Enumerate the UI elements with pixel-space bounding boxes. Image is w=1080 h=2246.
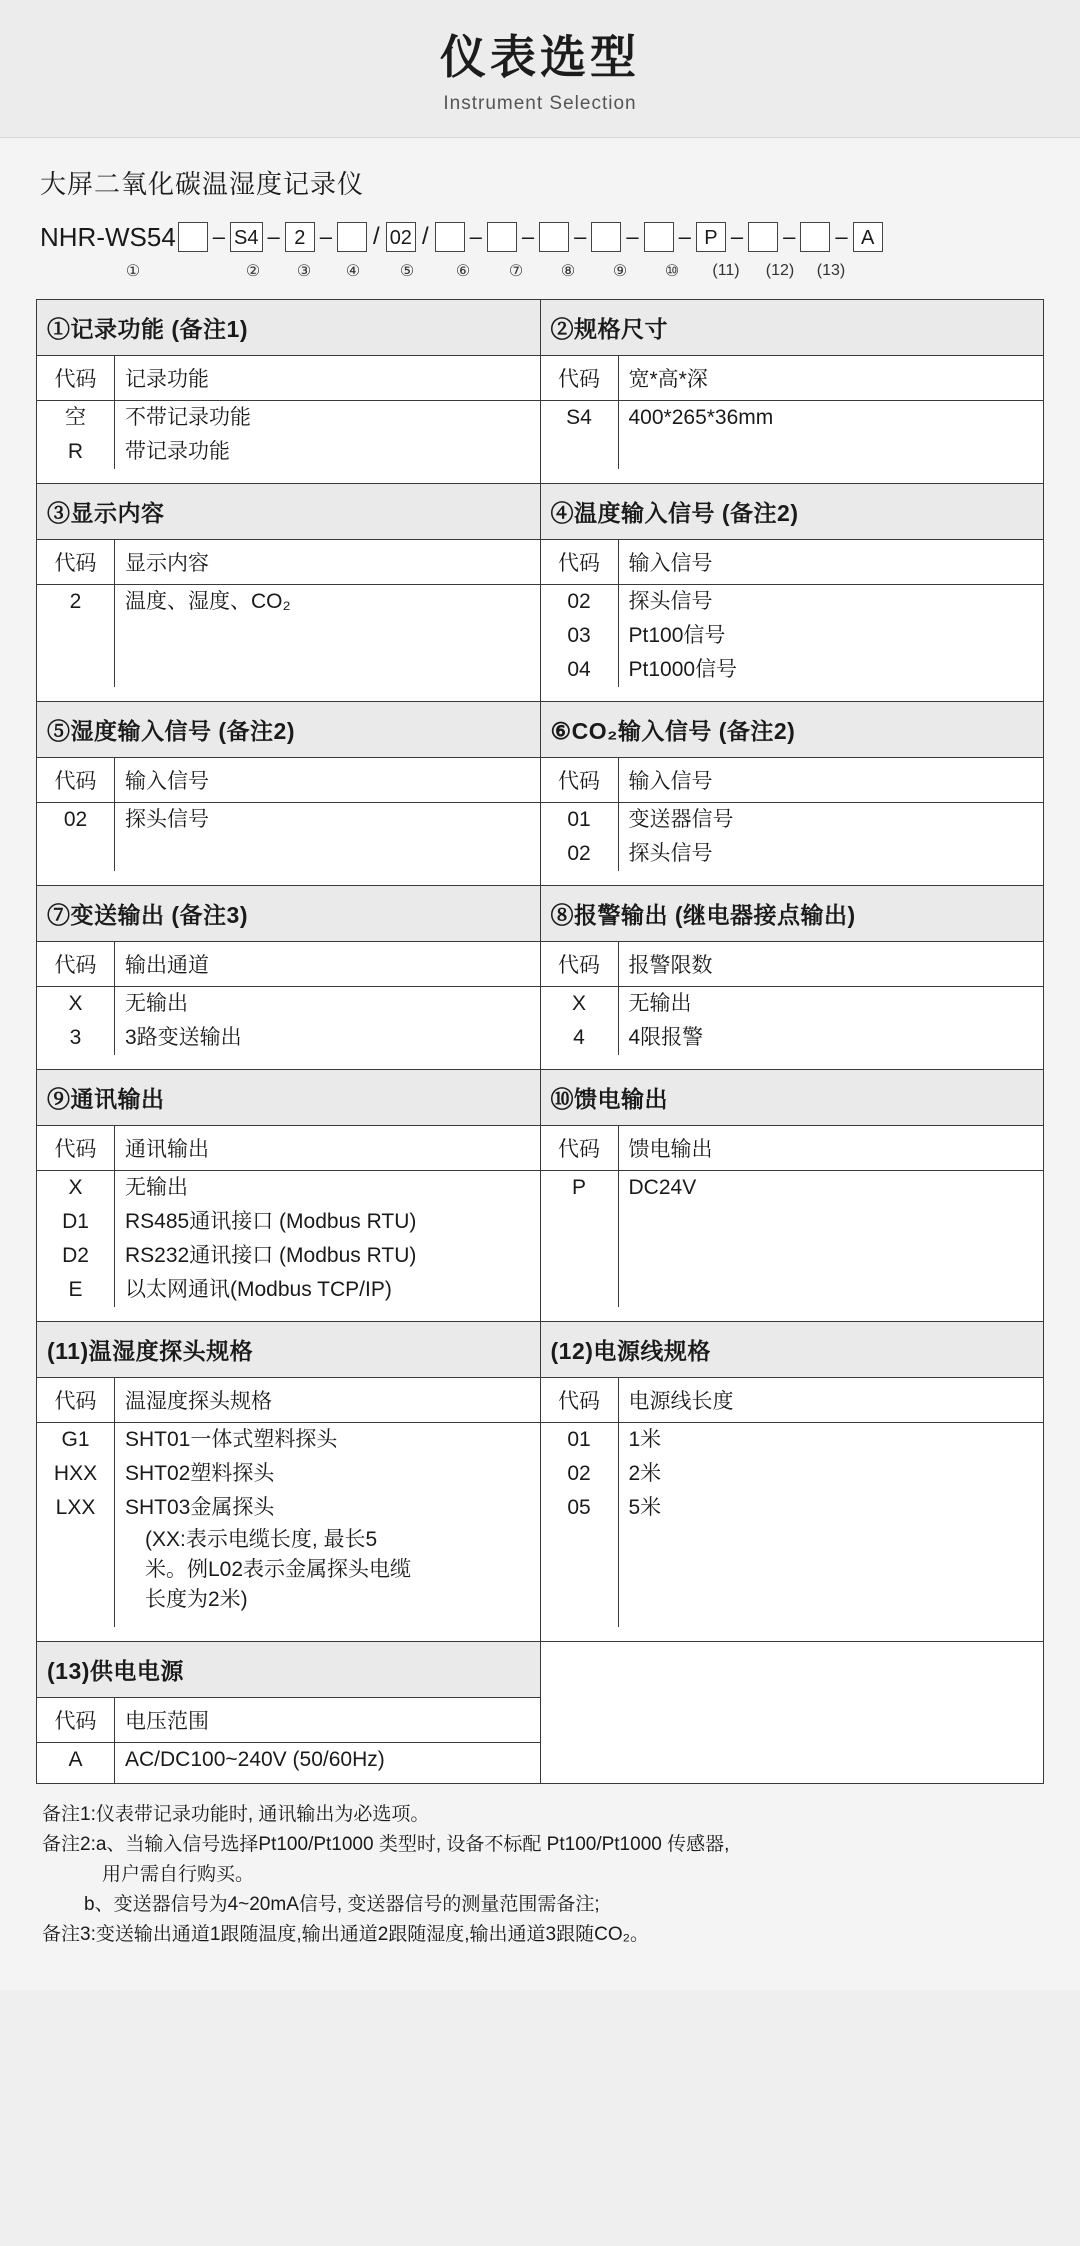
code-column — [541, 585, 619, 687]
column-header-code: 代码 — [541, 540, 619, 584]
index-10: ⑩ — [664, 263, 680, 281]
code-column — [37, 585, 115, 687]
column-header-code: 代码 — [37, 356, 115, 400]
section-body — [541, 1423, 1044, 1641]
desc-note-line: 米。例L02表示金属探头电缆 — [145, 1558, 412, 1582]
code-value — [541, 435, 618, 469]
table-row — [37, 702, 1044, 886]
dash-separator: – — [212, 224, 226, 250]
section-transmit-output — [37, 886, 541, 1070]
desc-value — [115, 653, 540, 687]
code-value — [541, 1205, 618, 1239]
section-dimensions — [540, 300, 1044, 484]
code-value: D1 — [62, 1210, 89, 1234]
footnote-3: 备注3:变送输出通道1跟随温度,输出通道2跟随湿度,输出通道3跟随CO₂。 — [42, 1924, 649, 1946]
section-header-row — [37, 1378, 540, 1423]
column-header-code: 代码 — [37, 1378, 115, 1422]
code-value — [541, 1273, 618, 1307]
dash-separator: – — [626, 224, 639, 250]
column-header-desc: 报警限数 — [628, 954, 713, 978]
section-body — [37, 803, 540, 885]
desc-value: 不带记录功能 — [125, 406, 251, 430]
section-header-row — [541, 942, 1044, 987]
desc-value: 变送器信号 — [628, 808, 734, 832]
section-title: ⑦变送输出 (备注3) — [37, 886, 540, 942]
section-title: ⑩馈电输出 — [541, 1070, 1044, 1126]
code-column — [541, 401, 619, 469]
index-8: ⑧ — [560, 263, 576, 281]
column-header-desc: 输入信号 — [628, 770, 713, 794]
index-7: ⑦ — [508, 263, 524, 281]
section-header-row — [541, 540, 1044, 585]
section-title: (13)供电电源 — [37, 1642, 540, 1698]
code-box-5: 02 — [386, 222, 416, 252]
column-header-desc: 通讯输出 — [125, 1138, 209, 1162]
column-header-code: 代码 — [541, 758, 619, 802]
code-value: 2 — [69, 590, 82, 614]
footnote-2-cont: 用户需自行购买。 — [102, 1864, 255, 1886]
desc-column — [619, 1423, 1044, 1627]
table-row — [37, 1322, 1044, 1642]
index-3: ③ — [296, 263, 312, 281]
index-4: ④ — [345, 263, 361, 281]
page-content — [0, 138, 1080, 1990]
section-header-row — [37, 356, 540, 401]
code-value: G1 — [61, 1428, 90, 1452]
code-column — [37, 401, 115, 469]
section-header-row — [37, 540, 540, 585]
code-column — [37, 1423, 115, 1627]
section-title: ⑨通讯输出 — [37, 1070, 540, 1126]
specification-table — [36, 299, 1044, 1784]
table-row — [37, 1642, 1044, 1784]
code-value: 02 — [567, 842, 591, 866]
code-column — [37, 987, 115, 1055]
desc-column — [115, 1423, 540, 1627]
desc-value: 无输出 — [628, 992, 692, 1016]
column-header-desc: 宽*高*深 — [628, 368, 708, 392]
desc-value: 探头信号 — [628, 590, 713, 614]
code-value: 4 — [573, 1026, 585, 1050]
desc-value: 无输出 — [125, 992, 188, 1016]
desc-value: SHT01一体式塑料探头 — [125, 1428, 338, 1452]
section-co2-input — [540, 702, 1044, 886]
desc-value — [619, 1273, 1044, 1307]
column-header-code: 代码 — [37, 1698, 115, 1742]
code-box-10 — [644, 222, 674, 252]
code-value — [37, 1525, 114, 1559]
page-title: 仪表选型 — [440, 31, 640, 83]
code-value — [37, 619, 114, 653]
index-2: ② — [245, 263, 261, 281]
code-value: A — [68, 1748, 83, 1772]
code-value — [37, 837, 114, 871]
slash-separator: / — [373, 223, 380, 251]
index-1: ① — [125, 263, 141, 281]
dash-separator: – — [835, 224, 848, 250]
code-column — [37, 1743, 115, 1783]
code-value: 05 — [567, 1496, 591, 1520]
table-row — [37, 886, 1044, 1070]
desc-value — [115, 619, 540, 653]
section-title: ②规格尺寸 — [541, 300, 1044, 356]
section-header-row — [541, 356, 1044, 401]
code-value: X — [68, 992, 83, 1016]
desc-value: 5米 — [628, 1496, 662, 1520]
column-header-code: 代码 — [541, 942, 619, 986]
code-box-12 — [748, 222, 778, 252]
code-value: X — [68, 1176, 83, 1200]
desc-column — [619, 401, 1044, 469]
code-value — [37, 653, 114, 687]
code-value — [37, 1559, 114, 1593]
code-column — [37, 1171, 115, 1307]
code-value — [541, 1239, 618, 1273]
desc-value: 探头信号 — [628, 842, 713, 866]
footnote-2b: b、变送器信号为4~20mA信号, 变送器信号的测量范围需备注; — [84, 1894, 600, 1916]
code-column — [541, 803, 619, 871]
desc-value — [619, 1525, 1044, 1559]
section-header-row — [37, 758, 540, 803]
desc-value: SHT03金属探头 — [125, 1496, 275, 1520]
footnote-2: 备注2:a、当输入信号选择Pt100/Pt1000 类型时, 设备不标配 Pt100/Pt1000 传感器, — [42, 1834, 730, 1856]
desc-column — [115, 401, 540, 469]
desc-column — [619, 1171, 1044, 1307]
section-body — [37, 987, 540, 1069]
slash-separator: / — [421, 223, 429, 251]
dash-separator: – — [678, 224, 691, 250]
table-row — [37, 1070, 1044, 1322]
section-body — [37, 1423, 540, 1641]
section-record-function — [37, 300, 541, 484]
desc-value: SHT02塑料探头 — [125, 1462, 275, 1486]
section-body — [541, 803, 1044, 885]
empty-cell — [540, 1642, 1044, 1784]
column-header-desc: 显示内容 — [125, 552, 209, 576]
section-temperature-input — [540, 484, 1044, 702]
code-value: 01 — [567, 808, 591, 832]
code-column — [37, 803, 115, 871]
desc-value: Pt100信号 — [628, 624, 726, 648]
desc-value: RS485通讯接口 (Modbus RTU) — [125, 1210, 417, 1234]
section-title: ⑤湿度输入信号 (备注2) — [37, 702, 540, 758]
desc-value — [115, 837, 540, 871]
index-9: ⑨ — [612, 263, 628, 281]
section-humidity-input — [37, 702, 541, 886]
column-header-desc: 温湿度探头规格 — [125, 1390, 272, 1414]
index-12: (12) — [765, 262, 795, 280]
code-value: 04 — [567, 658, 591, 682]
section-alarm-output — [540, 886, 1044, 1070]
dash-separator: – — [783, 224, 796, 250]
dash-separator: – — [469, 224, 482, 250]
dash-separator: – — [521, 224, 535, 250]
column-header-code: 代码 — [37, 758, 115, 802]
code-value — [37, 1593, 114, 1627]
table-row — [37, 300, 1044, 484]
code-box-1 — [178, 222, 208, 252]
column-header-code: 代码 — [541, 1378, 619, 1422]
desc-value: AC/DC100~240V (50/60Hz) — [125, 1748, 385, 1772]
section-title: ⑥CO₂输入信号 (备注2) — [541, 702, 1044, 758]
column-header-code: 代码 — [541, 1126, 619, 1170]
code-box-9 — [591, 222, 621, 252]
code-value: D2 — [62, 1244, 89, 1268]
desc-value: 无输出 — [125, 1176, 188, 1200]
desc-value: Pt1000信号 — [628, 658, 738, 682]
code-value: 空 — [65, 406, 86, 430]
index-6: ⑥ — [455, 263, 471, 281]
product-name: 大屏二氧化碳温湿度记录仪 — [40, 169, 365, 200]
dash-separator: – — [319, 224, 333, 250]
desc-column — [619, 987, 1044, 1055]
column-header-desc: 输出通道 — [125, 954, 209, 978]
code-value: 02 — [567, 590, 591, 614]
desc-value: RS232通讯接口 (Modbus RTU) — [125, 1244, 417, 1268]
section-title: (12)电源线规格 — [541, 1322, 1044, 1378]
section-title: ①记录功能 (备注1) — [37, 300, 540, 356]
code-box-8 — [539, 222, 569, 252]
footnote-1: 备注1:仪表带记录功能时, 通讯输出为必选项。 — [42, 1804, 430, 1826]
code-value: HXX — [53, 1462, 98, 1486]
code-value: E — [68, 1278, 83, 1302]
code-value: S4 — [566, 406, 592, 430]
code-value: R — [67, 440, 84, 464]
desc-column — [115, 1743, 540, 1783]
desc-value: 以太网通讯(Modbus TCP/IP) — [125, 1278, 392, 1302]
desc-value: 400*265*36mm — [628, 406, 774, 430]
section-communication-output — [37, 1070, 541, 1322]
column-header-desc: 电源线长度 — [628, 1390, 734, 1414]
column-header-desc: 输入信号 — [628, 552, 713, 576]
code-value: 01 — [567, 1428, 591, 1452]
code-value: 03 — [567, 624, 591, 648]
index-13: (13) — [816, 262, 846, 280]
desc-value — [619, 1205, 1044, 1239]
code-box-13 — [800, 222, 830, 252]
section-power-supply — [37, 1642, 541, 1784]
desc-note-line: 长度为2米) — [145, 1588, 248, 1612]
section-power-feed-output — [540, 1070, 1044, 1322]
section-body — [37, 1743, 540, 1783]
code-value: 3 — [69, 1026, 82, 1050]
desc-column — [115, 585, 540, 687]
code-box-3: 2 — [285, 222, 315, 252]
dash-separator: – — [574, 224, 587, 250]
section-body — [37, 585, 540, 701]
index-11: (11) — [712, 262, 740, 280]
section-display-content — [37, 484, 541, 702]
code-column — [541, 1171, 619, 1307]
desc-column — [115, 1171, 540, 1307]
section-body — [37, 401, 540, 483]
desc-column — [115, 987, 540, 1055]
section-header-row — [541, 1378, 1044, 1423]
code-column — [541, 987, 619, 1055]
code-box-14: A — [853, 222, 883, 252]
desc-column — [619, 585, 1044, 687]
code-value: X — [571, 992, 586, 1016]
desc-value: 4限报警 — [628, 1026, 704, 1050]
desc-value: DC24V — [628, 1176, 697, 1200]
section-body — [37, 1171, 540, 1321]
column-header-desc: 电压范围 — [125, 1710, 209, 1734]
section-body — [541, 987, 1044, 1069]
desc-column — [115, 803, 540, 871]
section-body — [541, 585, 1044, 701]
column-header-code: 代码 — [541, 356, 619, 400]
code-value: LXX — [55, 1496, 96, 1520]
code-value — [541, 1559, 618, 1593]
code-value — [541, 1593, 618, 1627]
code-box-6 — [435, 222, 465, 252]
section-title: ③显示内容 — [37, 484, 540, 540]
model-prefix: NHR-WS54 — [40, 221, 176, 252]
desc-value: 2米 — [628, 1462, 662, 1486]
desc-value: 带记录功能 — [125, 440, 230, 464]
code-column — [541, 1423, 619, 1627]
desc-value — [619, 1559, 1044, 1593]
column-header-code: 代码 — [37, 540, 115, 584]
model-code-row — [40, 217, 1044, 257]
column-header-code: 代码 — [37, 1126, 115, 1170]
code-box-11: P — [696, 222, 726, 252]
index-5: ⑤ — [399, 263, 415, 281]
desc-column — [619, 803, 1044, 871]
code-box-7 — [487, 222, 517, 252]
desc-value — [619, 1593, 1044, 1627]
table-row — [37, 484, 1044, 702]
code-box-2: S4 — [230, 222, 262, 252]
section-probe-spec — [37, 1322, 541, 1642]
dash-separator: – — [267, 224, 280, 250]
section-header-row — [37, 1126, 540, 1171]
column-header-desc: 馈电输出 — [628, 1138, 713, 1162]
desc-value: 1米 — [628, 1428, 662, 1452]
desc-value: 温度、湿度、CO₂ — [125, 590, 291, 614]
dash-separator: – — [730, 224, 744, 250]
page-subtitle: Instrument Selection — [443, 93, 637, 115]
section-header-row — [541, 758, 1044, 803]
section-title: ④温度输入信号 (备注2) — [541, 484, 1044, 540]
desc-note-line: (XX:表示电缆长度, 最长5 — [145, 1528, 378, 1552]
code-box-4 — [337, 222, 367, 252]
column-header-desc: 记录功能 — [125, 368, 209, 392]
code-value: 02 — [567, 1462, 591, 1486]
desc-value: 探头信号 — [125, 808, 209, 832]
section-title: ⑧报警输出 (继电器接点输出) — [541, 886, 1044, 942]
code-value: P — [571, 1176, 586, 1200]
desc-value — [619, 1239, 1044, 1273]
section-header-row — [541, 1126, 1044, 1171]
section-body — [541, 1171, 1044, 1321]
section-title: (11)温湿度探头规格 — [37, 1322, 540, 1378]
column-header-desc: 输入信号 — [125, 770, 209, 794]
footnotes — [42, 1800, 1044, 1950]
model-index-row — [40, 261, 1044, 281]
section-power-cable-spec — [540, 1322, 1044, 1642]
section-header-row — [37, 1698, 540, 1743]
page-header — [0, 0, 1080, 138]
desc-value: 3路变送输出 — [125, 1026, 242, 1050]
section-header-row — [37, 942, 540, 987]
code-value — [541, 1525, 618, 1559]
section-body — [541, 401, 1044, 483]
column-header-code: 代码 — [37, 942, 115, 986]
code-value: 02 — [63, 808, 88, 832]
desc-value — [619, 435, 1044, 469]
